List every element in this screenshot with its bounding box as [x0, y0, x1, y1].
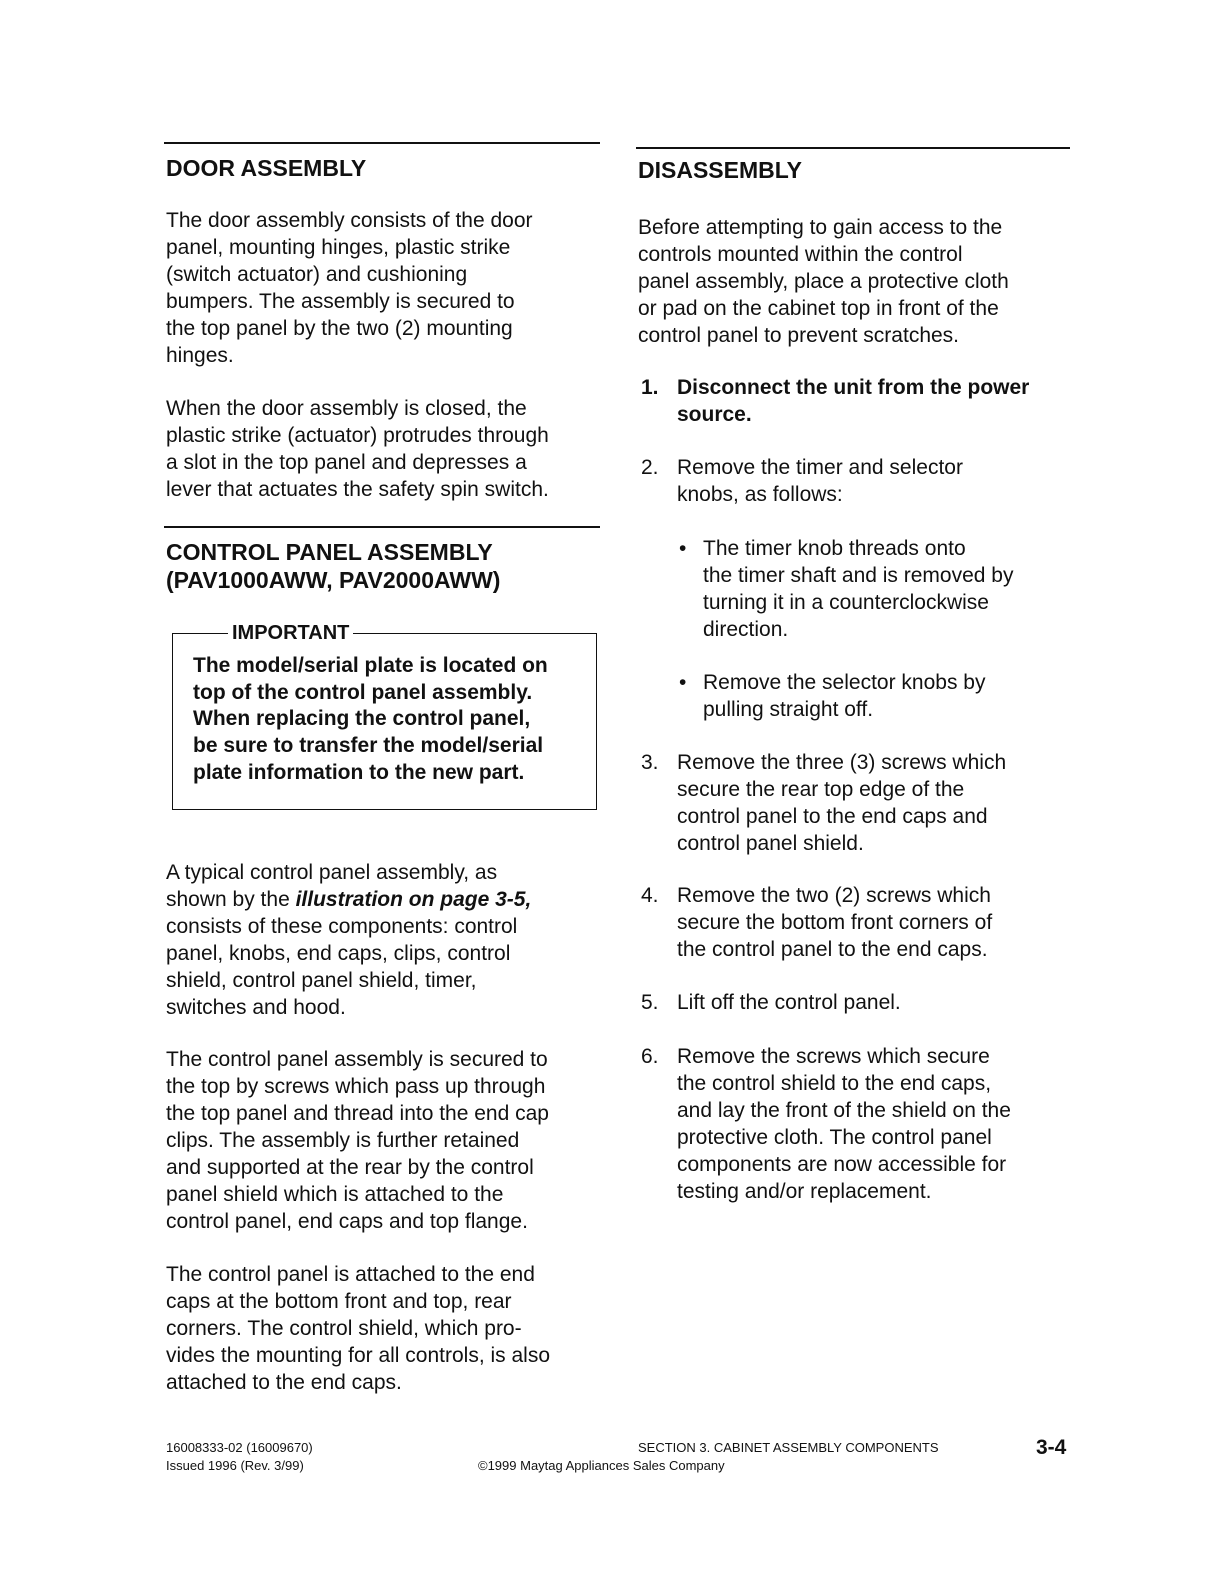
text-line [166, 886, 531, 913]
step-text [677, 882, 992, 963]
disassembly-heading: DISASSEMBLY [638, 157, 803, 183]
text-line: lever that actuates the safety spin switch. [166, 478, 549, 501]
text-line: knobs, as follows: [677, 483, 843, 506]
control-panel-paragraph-3 [166, 1261, 550, 1396]
bullet-icon: • [679, 537, 687, 560]
text-line: Lift off the control panel. [677, 991, 901, 1014]
door-paragraph-2 [166, 395, 549, 503]
text-line: Before attempting to gain access to the [638, 216, 1003, 239]
page-number: 3-4 [1036, 1436, 1067, 1459]
text-line: controls mounted within the control [638, 243, 963, 266]
control-panel-paragraph-1 [166, 859, 531, 1021]
text-line: control panel to prevent scratches. [638, 324, 960, 347]
text-line: panel, knobs, end caps, clips, control [166, 942, 511, 965]
text-line: the control panel to the end caps. [677, 938, 988, 961]
step-number: 6. [641, 1045, 659, 1068]
text-line: caps at the bottom front and top, rear [166, 1290, 512, 1313]
text-line: testing and/or replacement. [677, 1180, 932, 1203]
step-text [677, 374, 1029, 428]
text-line: source. [677, 403, 752, 426]
text-line: top of the control panel assembly. [193, 680, 533, 704]
important-text [193, 653, 548, 787]
step-text [677, 749, 1006, 857]
text-line: the top panel and thread into the end cap [166, 1102, 549, 1125]
text-line: direction. [703, 618, 789, 641]
document-number: 16008333-02 (16009670) [166, 1440, 313, 1455]
text-line: bumpers. The assembly is secured to [166, 290, 515, 313]
text-lines [166, 913, 531, 1021]
text-line: control panel to the end caps and [677, 805, 988, 828]
text-line: switches and hood. [166, 996, 346, 1019]
text-line: Remove the screws which secure [677, 1045, 990, 1068]
text-line: Remove the selector knobs by [703, 671, 986, 694]
text-line: corners. The control shield, which pro- [166, 1317, 522, 1340]
text-line: control panel, end caps and top flange. [166, 1210, 528, 1233]
section-title: SECTION 3. CABINET ASSEMBLY COMPONENTS [638, 1440, 939, 1455]
step-number: 2. [641, 456, 659, 479]
text-line: Remove the timer and selector [677, 456, 963, 479]
text-line: the timer shaft and is removed by [703, 564, 1014, 587]
text-line: and supported at the rear by the control [166, 1156, 534, 1179]
step-text [677, 454, 963, 508]
text-segment: shown by the [166, 888, 296, 911]
text-line: hinges. [166, 344, 234, 367]
step-number: 3. [641, 751, 659, 774]
bullet-text [703, 535, 1013, 643]
text-line: panel shield which is attached to the [166, 1183, 504, 1206]
text-line: and lay the front of the shield on the [677, 1099, 1011, 1122]
text-line: secure the rear top edge of the [677, 778, 965, 801]
text-line: The control panel is attached to the end [166, 1263, 535, 1286]
text-line: components are now accessible for [677, 1153, 1007, 1176]
disassembly-intro [638, 214, 1009, 349]
text-line: A typical control panel assembly, as [166, 861, 498, 884]
text-line: protective cloth. The control panel [677, 1126, 992, 1149]
text-line: be sure to transfer the model/serial [193, 734, 544, 758]
text-line: (switch actuator) and cushioning [166, 263, 468, 286]
text-line: clips. The assembly is further retained [166, 1129, 520, 1152]
text-line: a slot in the top panel and depresses a [166, 451, 527, 474]
text-line: Disconnect the unit from the power [677, 376, 1030, 399]
text-line: the top panel by the two (2) mounting [166, 317, 513, 340]
text-line: (PAV1000AWW, PAV2000AWW) [166, 567, 501, 593]
text-line: Remove the three (3) screws which [677, 751, 1007, 774]
step-number: 1. [641, 376, 659, 399]
text-line: vides the mounting for all controls, is also [166, 1344, 551, 1367]
text-line: or pad on the cabinet top in front of the [638, 297, 999, 320]
text-line: attached to the end caps. [166, 1371, 402, 1394]
text-line: When replacing the control panel, [193, 707, 531, 731]
text-line: plate information to the new part. [193, 760, 525, 784]
text-line: consists of these components: control [166, 915, 518, 938]
text-line: CONTROL PANEL ASSEMBLY [166, 539, 493, 565]
text-line: Remove the two (2) screws which [677, 884, 991, 907]
control-panel-paragraph-2 [166, 1046, 549, 1235]
bullet-text [703, 669, 985, 723]
divider [164, 142, 600, 144]
text-line: panel, mounting hinges, plastic strike [166, 236, 511, 259]
illustration-reference: illustration on page 3-5, [295, 888, 532, 911]
text-line: The timer knob threads onto [703, 537, 966, 560]
control-panel-heading [166, 538, 500, 594]
text-line: the control shield to the end caps, [677, 1072, 992, 1095]
step-number: 5. [641, 991, 659, 1014]
door-assembly-heading: DOOR ASSEMBLY [166, 155, 367, 181]
text-line: panel assembly, place a protective cloth [638, 270, 1009, 293]
text-line: turning it in a counterclockwise [703, 591, 989, 614]
text-line: When the door assembly is closed, the [166, 397, 527, 420]
step-number: 4. [641, 884, 659, 907]
text-line: shield, control panel shield, timer, [166, 969, 477, 992]
divider [164, 526, 600, 528]
step-text [677, 1043, 1011, 1205]
text-line: The control panel assembly is secured to [166, 1048, 548, 1071]
copyright: ©1999 Maytag Appliances Sales Company [478, 1458, 725, 1473]
step-text [677, 989, 901, 1016]
text-line: secure the bottom front corners of [677, 911, 993, 934]
divider [636, 147, 1070, 149]
text-line: control panel shield. [677, 832, 864, 855]
text-line: the top by screws which pass up through [166, 1075, 546, 1098]
door-paragraph-1 [166, 207, 533, 369]
text-line: pulling straight off. [703, 698, 874, 721]
issue-date: Issued 1996 (Rev. 3/99) [166, 1458, 304, 1473]
important-label: IMPORTANT [228, 620, 353, 646]
text-line: The door assembly consists of the door [166, 209, 533, 232]
text-line: The model/serial plate is located on [193, 654, 548, 677]
text-line: plastic strike (actuator) protrudes through [166, 424, 549, 447]
bullet-icon: • [679, 671, 687, 694]
